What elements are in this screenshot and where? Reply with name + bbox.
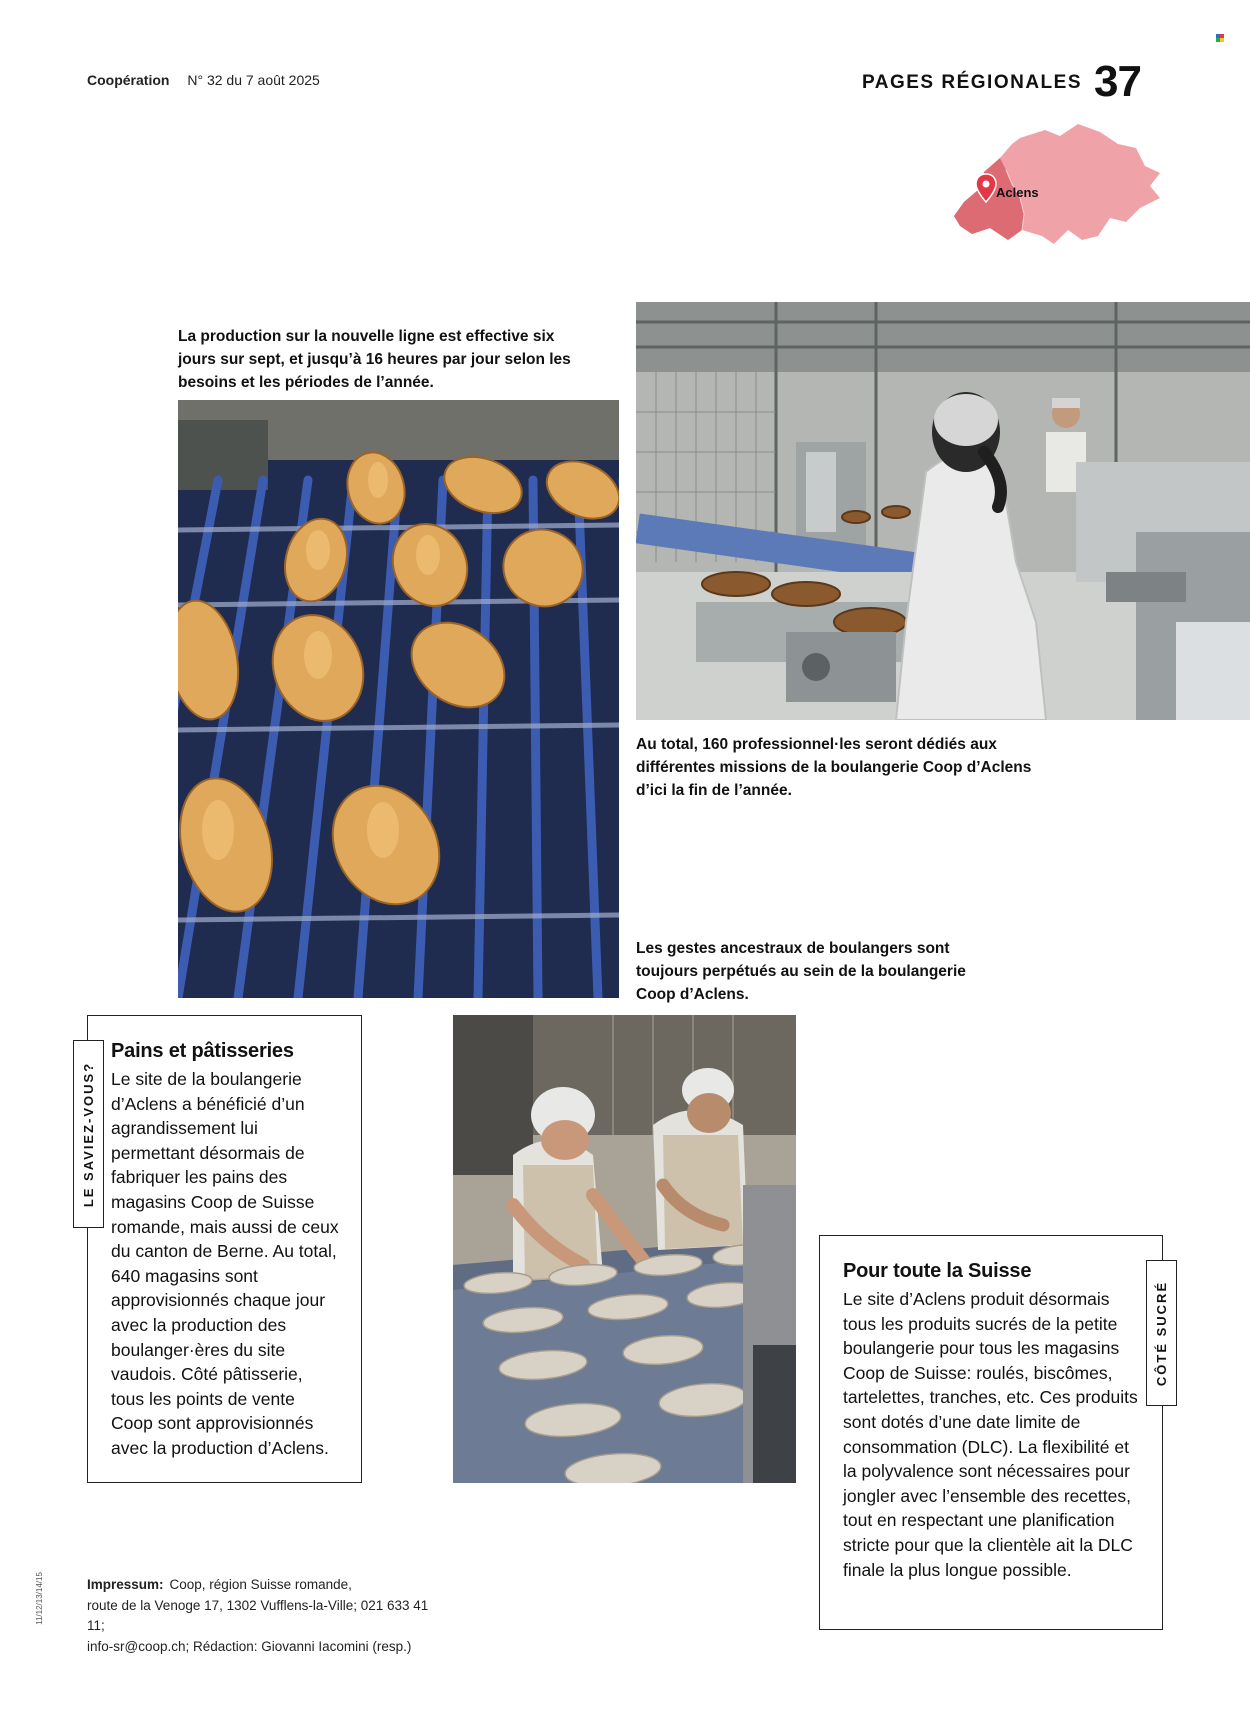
- photo-bakers-shaping-bread: [453, 1015, 796, 1483]
- page-number: 37: [1094, 57, 1141, 106]
- map-location-label: Aclens: [996, 185, 1039, 200]
- caption-croissants: La production sur la nouvelle ligne est effective six jours sur sept, et jusqu’à 16 heures par jour selon les besoins et les périodes de l’année.: [178, 328, 571, 391]
- edition-code-text: 11/12/13/14/15: [34, 1572, 44, 1625]
- publication-name: Coopération: [87, 72, 170, 88]
- issue-date: N° 32 du 7 août 2025: [187, 72, 320, 88]
- caption-gestures: Les gestes ancestraux de boulangers sont toujours perpétués au sein de la boulangerie Coop d’Aclens.: [636, 940, 966, 1003]
- section-title: PAGES RÉGIONALES: [862, 72, 1083, 93]
- tab-label: LE SAVIEZ-VOUS?: [81, 1061, 97, 1207]
- impressum-line2: route de la Venoge 17, 1302 Vufflens-la-Ville; 021 633 41 11;: [87, 1597, 429, 1633]
- box-title: Pains et pâtisseries: [111, 1040, 294, 1062]
- impressum-line1: Coop, région Suisse romande,: [169, 1577, 352, 1592]
- print-color-mark: [1216, 34, 1224, 42]
- box-body: Le site de la boulangerie d’Aclens a bénéficié d’un agrandissement lui permettant désormais de fabriquer les pains des magasins Coop de Suisse romande, mais aussi de ceux du canton de Berne. Au total, 640 magasins sont approvisionnés chaque jour avec la production des boulanger·ères du site vaudois. Côté pâtisserie, tous les points de vente Coop sont approvisionnés avec la production d’Aclens.: [111, 1069, 339, 1458]
- box-body: Le site d’Aclens produit désormais tous les produits sucrés de la petite boulangerie pour tous les magasins Coop de Suisse: roulés, biscômes, tartelettes, tranches, etc. Ces produits sont dotés d’une date limite de consommation (DLC). La flexibilité et la polyvalence sont nécessaires pour jongler avec l’ensemble des recettes, tout en respectant une planification stricte pour que la clientèle ait la DLC finale la plus longue possible.: [843, 1289, 1138, 1580]
- info-box-pains-patisseries: [87, 1015, 362, 1483]
- impressum: [87, 1575, 447, 1657]
- edition-code: [31, 1570, 45, 1630]
- impressum-label: Impressum:: [87, 1577, 164, 1592]
- tab-label: CÔTÉ SUCRÉ: [1154, 1280, 1170, 1386]
- tab-le-saviez-vous: [73, 1040, 104, 1228]
- box-title: Pour toute la Suisse: [843, 1260, 1032, 1282]
- header-publication-info: [87, 72, 320, 88]
- caption-professionals: Au total, 160 professionnel·les seront dédiés aux différentes missions de la boulangerie Coop d’Aclens d’ici la fin de l’année.: [636, 736, 1032, 799]
- impressum-line3: info-sr@coop.ch; Rédaction: Giovanni Iacomini (resp.): [87, 1638, 412, 1654]
- info-box-pour-toute-la-suisse: [819, 1235, 1163, 1630]
- photo-bakery-production-line: [636, 302, 1250, 720]
- tab-cote-sucre: [1146, 1260, 1177, 1406]
- switzerland-map: [950, 118, 1165, 258]
- photo-croissants-on-grill: [178, 400, 619, 998]
